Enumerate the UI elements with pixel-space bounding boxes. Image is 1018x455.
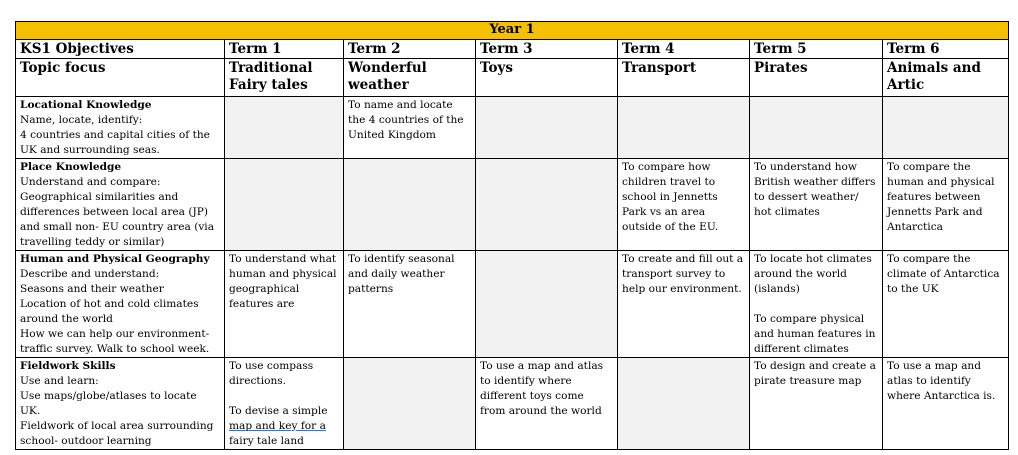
objective-row-human-physical [16, 251, 1009, 358]
curriculum-table [15, 21, 1009, 450]
cell-line: To compare the [887, 253, 971, 265]
term-cell [883, 251, 1009, 358]
cell-line: United Kingdom [348, 129, 436, 141]
cell-line: different toys come [480, 390, 584, 402]
objective-cell [16, 358, 225, 450]
topic-line: weather [348, 77, 409, 93]
cell-line: around the world [754, 268, 847, 280]
topic-label: Topic focus [16, 59, 225, 97]
cell-line: and human features in [754, 328, 876, 340]
objective-row-locational [16, 97, 1009, 159]
topic-term-6 [883, 59, 1009, 97]
objective-line: Fieldwork of local area surrounding [20, 420, 214, 432]
objective-line: Seasons and their weather [20, 283, 164, 295]
empty-cell [883, 97, 1009, 159]
topic-line: Toys [480, 60, 513, 76]
header-term-4: Term 4 [618, 40, 750, 59]
cell-line: To use a map and [887, 360, 981, 372]
objective-line: traffic survey. Walk to school week. [20, 343, 210, 355]
cell-line: where Antarctica is. [887, 390, 996, 402]
term-cell [476, 358, 618, 450]
cell-line: To compare how [622, 161, 711, 173]
objective-cell [16, 159, 225, 251]
cell-line: patterns [348, 283, 394, 295]
objective-title: Human and Physical Geography [20, 253, 210, 265]
topic-row [16, 59, 1009, 97]
year-title: Year 1 [16, 22, 1009, 40]
cell-line: To design and create a [754, 360, 876, 372]
cell-line: Antarctica [887, 221, 943, 233]
empty-cell [344, 159, 476, 251]
term-cell [750, 358, 883, 450]
objective-row-fieldwork [16, 358, 1009, 450]
objective-cell [16, 97, 225, 159]
cell-line: To use compass [229, 360, 314, 372]
cell-line: to the UK [887, 283, 939, 295]
cell-line: (islands) [754, 283, 800, 295]
cell-line: To understand what [229, 253, 337, 265]
cell-line: children travel to [622, 176, 716, 188]
objective-row-place [16, 159, 1009, 251]
header-term-5: Term 5 [750, 40, 883, 59]
objective-line: travelling teddy or similar) [20, 236, 165, 248]
header-term-6: Term 6 [883, 40, 1009, 59]
objective-title: Place Knowledge [20, 161, 122, 173]
topic-line: Fairy tales [229, 77, 308, 93]
cell-line: to dessert weather/ [754, 191, 859, 203]
cell-line: Jennetts Park and [887, 206, 983, 218]
term-cell [618, 159, 750, 251]
objective-line: UK. [20, 405, 41, 417]
empty-cell [225, 97, 344, 159]
cell-line: features are [229, 298, 295, 310]
cell-line: and daily weather [348, 268, 445, 280]
cell-gap [754, 297, 878, 312]
cell-line: To identify seasonal [348, 253, 455, 265]
objective-title: Locational Knowledge [20, 99, 152, 111]
term-cell [344, 97, 476, 159]
cell-line: fairy tale land [229, 435, 304, 447]
topic-term-3 [476, 59, 618, 97]
objective-line: and small non- EU country area (via [20, 221, 215, 233]
objective-line: differences between local area (JP) [20, 206, 208, 218]
header-objectives: KS1 Objectives [16, 40, 225, 59]
term-cell [750, 251, 883, 358]
objective-line: Location of hot and cold climates [20, 298, 199, 310]
cell-line: hot climates [754, 206, 820, 218]
cell-line: to identify where [480, 375, 572, 387]
cell-line: Park vs an area [622, 206, 706, 218]
objective-line: Name, locate, identify: [20, 114, 143, 126]
term-cell [225, 358, 344, 450]
header-term-1: Term 1 [225, 40, 344, 59]
cell-line: To create and fill out a [622, 253, 744, 265]
cell-line: features between [887, 191, 981, 203]
empty-cell [476, 251, 618, 358]
cell-line: To understand how [754, 161, 857, 173]
topic-term-1 [225, 59, 344, 97]
objective-line: How we can help our environment- [20, 328, 210, 340]
cell-line: geographical [229, 283, 300, 295]
cell-line: different climates [754, 343, 849, 355]
topic-term-4 [618, 59, 750, 97]
term-cell [225, 251, 344, 358]
cell-line: directions. [229, 375, 287, 387]
cell-line: British weather differs [754, 176, 876, 188]
cell-line: To compare the [887, 161, 971, 173]
term-cell [883, 358, 1009, 450]
header-row [16, 40, 1009, 59]
topic-line: Traditional [229, 60, 313, 76]
cell-line: human and physical [887, 176, 995, 188]
cell-line: the 4 countries of the [348, 114, 464, 126]
term-cell [883, 159, 1009, 251]
empty-cell [618, 358, 750, 450]
cell-line: atlas to identify [887, 375, 971, 387]
empty-cell [476, 97, 618, 159]
empty-cell [618, 97, 750, 159]
cell-gap [229, 389, 339, 404]
objective-line: Describe and understand: [20, 268, 160, 280]
topic-line: Wonderful [348, 60, 427, 76]
term-cell [618, 251, 750, 358]
cell-line: transport survey to [622, 268, 726, 280]
objective-line: school- outdoor learning [20, 435, 152, 447]
topic-term-5 [750, 59, 883, 97]
cell-line: To compare physical [754, 313, 865, 325]
topic-line: Transport [622, 60, 697, 76]
objective-line: Use and learn: [20, 375, 99, 387]
cell-line: human and physical [229, 268, 337, 280]
cell-line: pirate treasure map [754, 375, 862, 387]
empty-cell [476, 159, 618, 251]
objective-line: Use maps/globe/atlases to locate [20, 390, 197, 402]
topic-term-2 [344, 59, 476, 97]
objective-line: Geographical similarities and [20, 191, 179, 203]
objective-line: around the world [20, 313, 113, 325]
year-row [16, 22, 1009, 40]
objective-line: UK and surrounding seas. [20, 144, 160, 156]
cell-line: outside of the EU. [622, 221, 719, 233]
empty-cell [344, 358, 476, 450]
term-cell [750, 159, 883, 251]
empty-cell [225, 159, 344, 251]
cell-line: climate of Antarctica [887, 268, 1000, 280]
objective-title: Fieldwork Skills [20, 360, 116, 372]
topic-line: Animals and [887, 60, 981, 76]
cell-line: school in Jennetts [622, 191, 718, 203]
cell-line: To use a map and atlas [480, 360, 604, 372]
topic-line: Pirates [754, 60, 808, 76]
cell-line: To devise a simple [229, 405, 328, 417]
empty-cell [750, 97, 883, 159]
topic-line: Artic [887, 77, 925, 93]
cell-line: To locate hot climates [754, 253, 872, 265]
objective-cell [16, 251, 225, 358]
cell-line: map and key for a [229, 420, 326, 432]
objective-line: Understand and compare: [20, 176, 161, 188]
objective-line: 4 countries and capital cities of the [20, 129, 210, 141]
cell-line: from around the world [480, 405, 602, 417]
cell-line: help our environment. [622, 283, 742, 295]
header-term-2: Term 2 [344, 40, 476, 59]
header-term-3: Term 3 [476, 40, 618, 59]
cell-line: To name and locate [348, 99, 453, 111]
term-cell [344, 251, 476, 358]
